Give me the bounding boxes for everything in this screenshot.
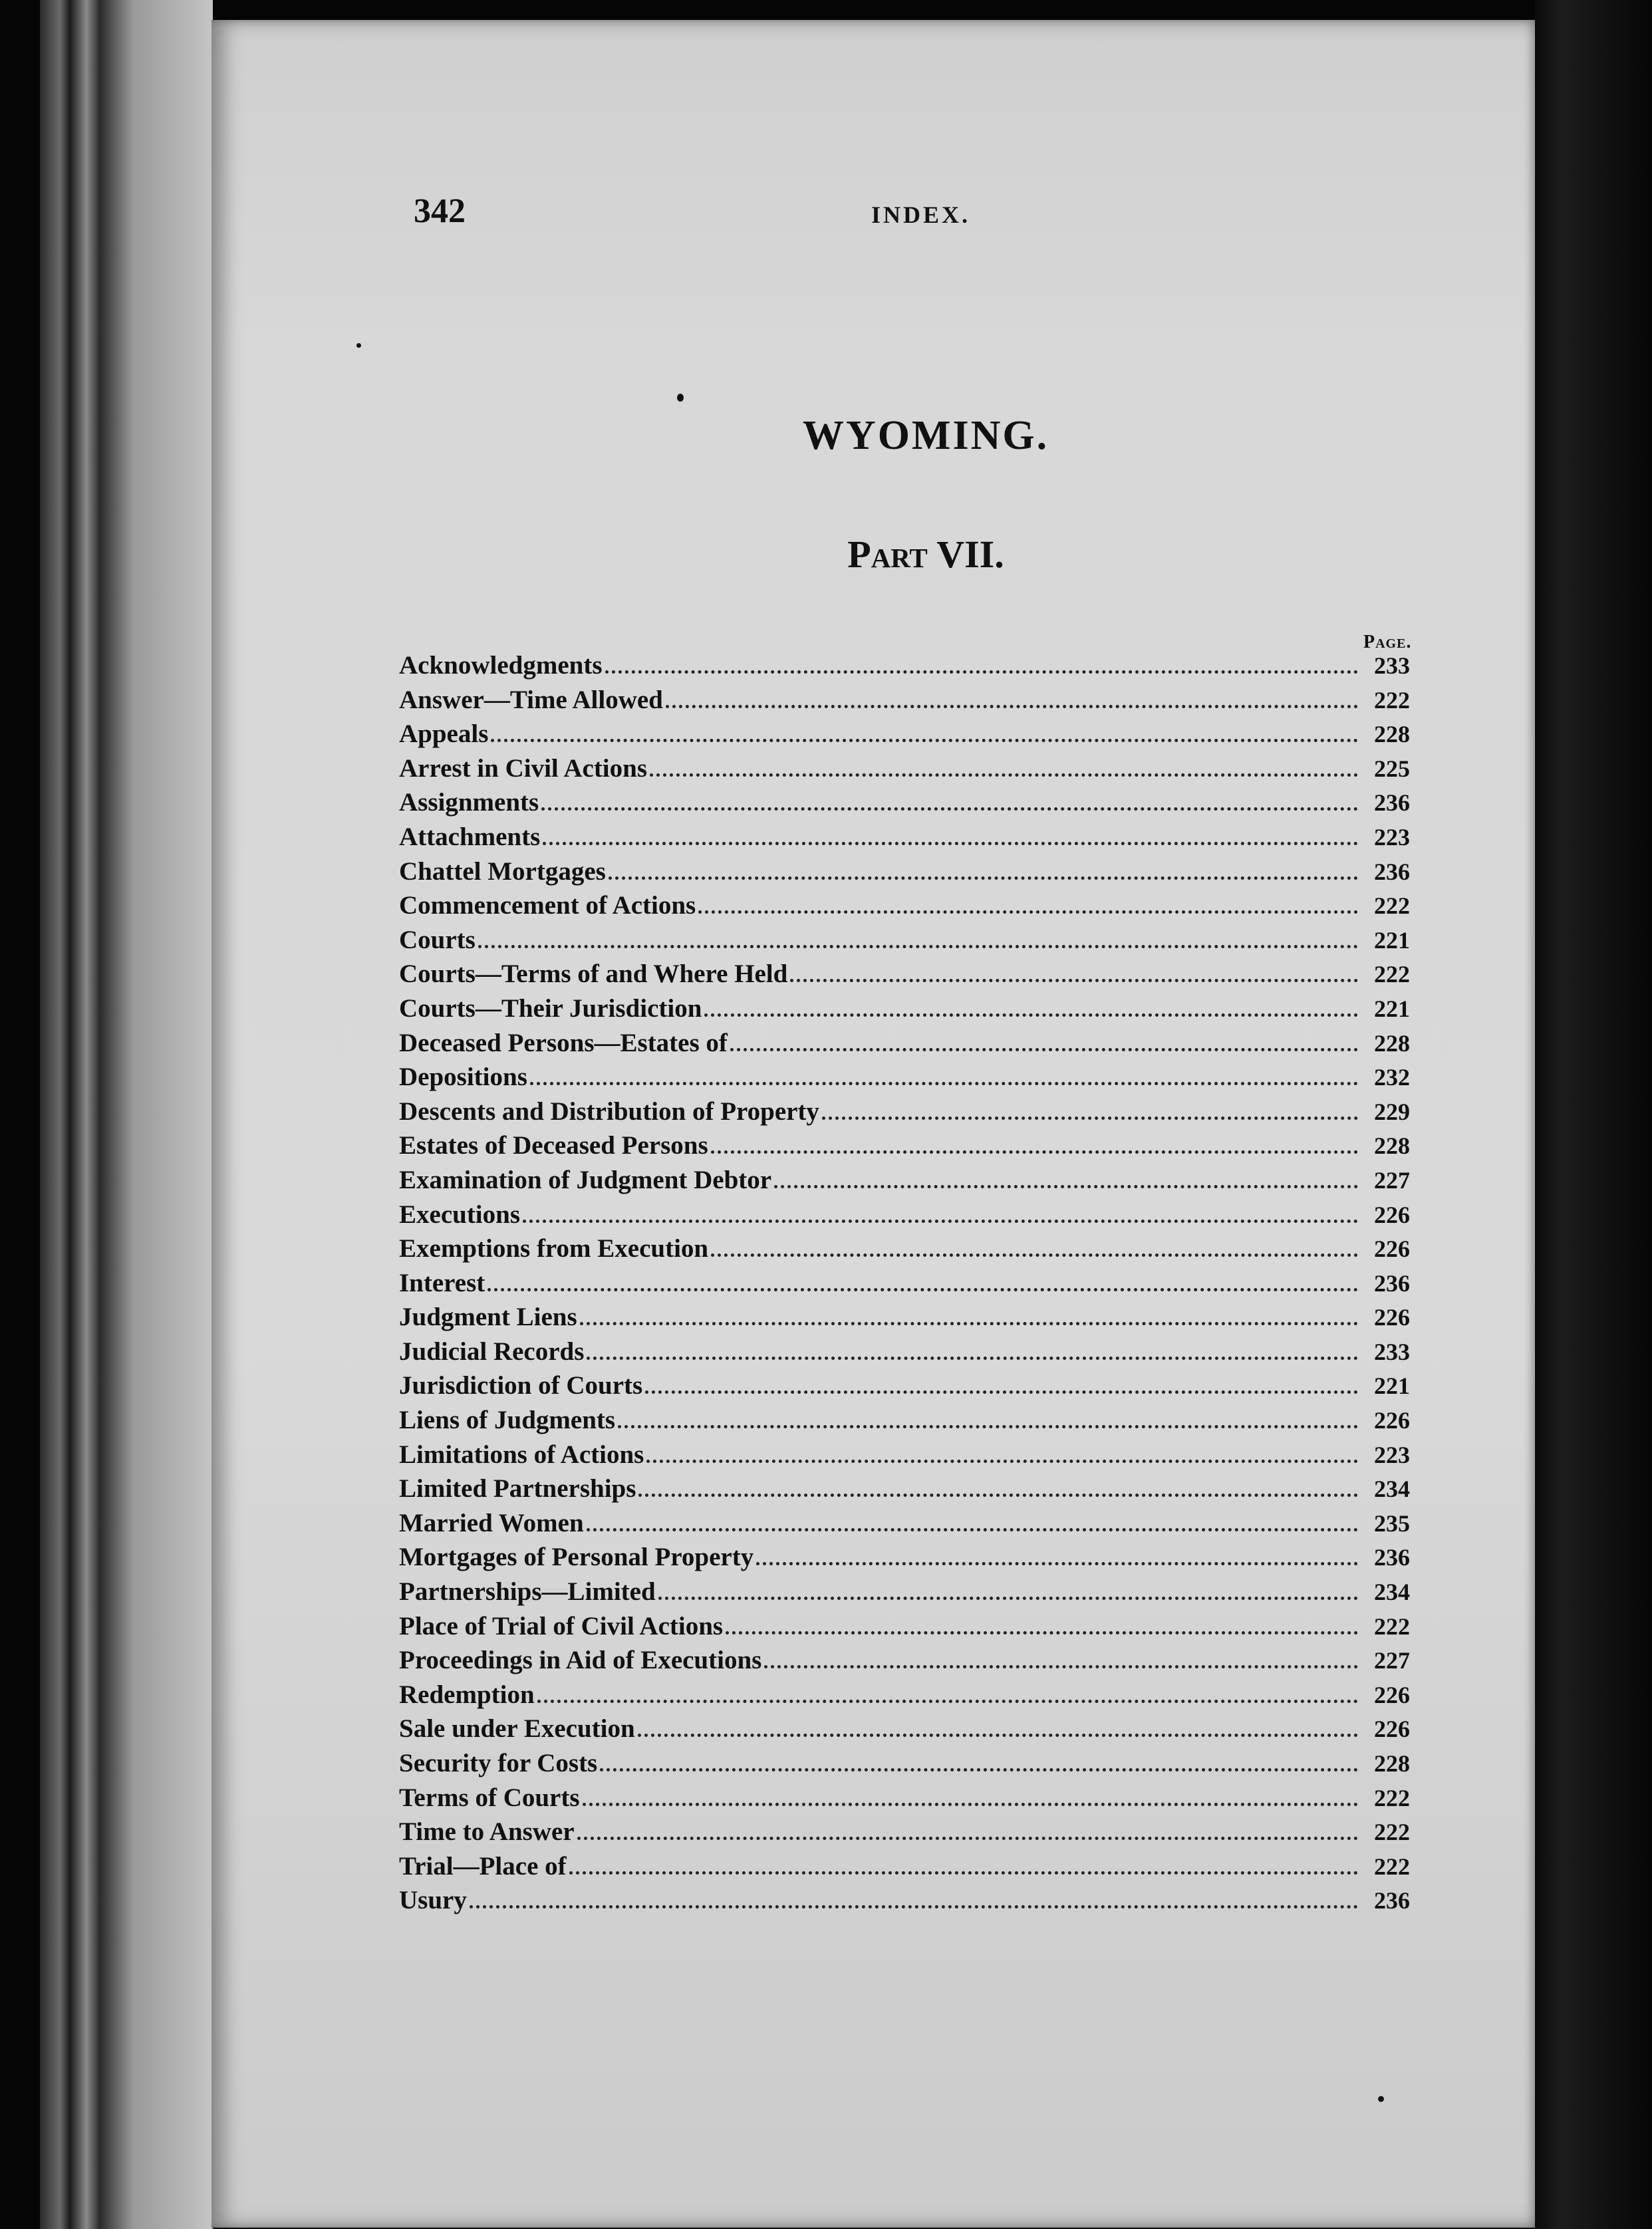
scan-speck <box>677 394 684 402</box>
index-entry <box>399 1028 1410 1063</box>
entry-page-number: 236 <box>1374 1544 1410 1571</box>
entry-page-number: 234 <box>1374 1579 1410 1606</box>
entry-topic: Courts <box>399 925 476 954</box>
entry-topic: Acknowledgments <box>399 651 603 680</box>
index-entry <box>399 1062 1410 1097</box>
dot-leader <box>569 1871 1358 1875</box>
entry-page-number: 236 <box>1374 789 1410 817</box>
dot-leader <box>470 1904 1358 1908</box>
dot-leader <box>698 910 1358 914</box>
index-entry <box>399 822 1410 856</box>
entry-topic: Arrest in Civil Actions <box>399 753 648 783</box>
entry-topic: Descents and Distribution of Property <box>399 1097 819 1126</box>
entry-topic: Liens of Judgments <box>399 1406 616 1435</box>
dot-leader <box>487 1287 1358 1291</box>
entry-page-number: 235 <box>1374 1509 1410 1537</box>
entry-topic: Time to Answer <box>399 1817 575 1847</box>
entry-page-number: 222 <box>1374 1853 1410 1880</box>
entry-topic: Married Women <box>399 1508 584 1537</box>
index-entry <box>399 1440 1410 1474</box>
entry-topic: Mortgages of Personal Property <box>399 1543 754 1572</box>
index-entry <box>399 959 1410 993</box>
entry-page-number: 228 <box>1374 721 1410 748</box>
dot-leader <box>543 841 1358 845</box>
index-entry <box>399 1097 1410 1131</box>
dot-leader <box>730 1047 1358 1051</box>
entry-page-number: 226 <box>1374 1236 1410 1263</box>
entry-topic: Partnerships—Limited <box>399 1577 656 1607</box>
dot-leader <box>726 1631 1358 1635</box>
entry-topic: Limited Partnerships <box>399 1474 636 1504</box>
index-entry <box>399 925 1410 960</box>
index-entry <box>399 1508 1410 1543</box>
entry-topic: Commencement of Actions <box>399 891 696 920</box>
entry-page-number: 222 <box>1374 1819 1410 1846</box>
entry-page-number: 228 <box>1374 1029 1410 1057</box>
entry-page-number: 229 <box>1374 1098 1410 1125</box>
entry-topic: Judicial Records <box>399 1337 585 1366</box>
dot-leader <box>618 1424 1358 1428</box>
entry-page-number: 221 <box>1374 926 1410 954</box>
entry-page-number: 233 <box>1374 652 1410 679</box>
part-heading-text: Part VII. <box>847 533 1004 576</box>
entry-topic: Deceased Persons—Estates of <box>399 1028 728 1057</box>
index-entry <box>399 650 1410 685</box>
entry-page-number: 226 <box>1374 1407 1410 1434</box>
index-entry <box>399 1645 1410 1680</box>
entry-topic: Appeals <box>399 720 489 749</box>
index-entry <box>399 1302 1410 1337</box>
entry-topic: Answer—Time Allowed <box>399 685 663 714</box>
dot-leader <box>822 1116 1358 1120</box>
entry-page-number: 226 <box>1374 1304 1410 1331</box>
entry-page-number: 221 <box>1374 995 1410 1022</box>
entry-topic: Assignments <box>399 788 539 817</box>
index-entry <box>399 1851 1410 1886</box>
dot-leader <box>646 1459 1358 1463</box>
dot-leader <box>650 773 1358 777</box>
entry-page-number: 234 <box>1374 1476 1410 1503</box>
entry-page-number: 228 <box>1374 1750 1410 1777</box>
entry-page-number: 232 <box>1374 1064 1410 1091</box>
index-entry <box>399 1371 1410 1405</box>
index-entry <box>399 1130 1410 1165</box>
entry-topic: Estates of Deceased Persons <box>399 1131 708 1160</box>
entry-topic: Limitations of Actions <box>399 1440 644 1469</box>
dot-leader <box>711 1253 1358 1257</box>
entry-topic: Depositions <box>399 1063 527 1092</box>
entry-page-number: 227 <box>1374 1647 1410 1674</box>
page-column-label: Page. <box>1363 632 1412 652</box>
dot-leader <box>711 1150 1358 1154</box>
index-entries <box>399 650 1410 1920</box>
index-entry <box>399 993 1410 1028</box>
dot-leader <box>638 1493 1358 1497</box>
index-entry <box>399 1783 1410 1817</box>
book-edge-left <box>40 0 213 2229</box>
index-entry <box>399 890 1410 925</box>
index-entry <box>399 1200 1410 1234</box>
dot-leader <box>583 1802 1358 1806</box>
dot-leader <box>600 1768 1358 1771</box>
entry-topic: Trial—Place of <box>399 1851 567 1881</box>
index-entry <box>399 1885 1410 1920</box>
entry-page-number: 228 <box>1374 1132 1410 1160</box>
entry-topic: Redemption <box>399 1680 535 1709</box>
dot-leader <box>580 1321 1358 1325</box>
index-entry <box>399 1817 1410 1851</box>
entry-topic: Terms of Courts <box>399 1783 580 1812</box>
entry-topic: Sale under Execution <box>399 1714 635 1744</box>
entry-page-number: 222 <box>1374 892 1410 920</box>
entry-topic: Courts—Terms of and Where Held <box>399 960 788 989</box>
dot-leader <box>756 1561 1358 1565</box>
dot-leader <box>523 1219 1358 1223</box>
entry-page-number: 222 <box>1374 1613 1410 1640</box>
running-head: INDEX. <box>871 201 971 228</box>
entry-topic: Interest <box>399 1268 485 1297</box>
index-entry <box>399 1714 1410 1748</box>
entry-page-number: 236 <box>1374 1887 1410 1914</box>
index-entry <box>399 685 1410 720</box>
entry-topic: Jurisdiction of Courts <box>399 1371 643 1400</box>
entry-topic: Proceedings in Aid of Executions <box>399 1646 762 1675</box>
entry-topic: Executions <box>399 1200 521 1229</box>
entry-topic: Judgment Liens <box>399 1303 577 1332</box>
dot-leader <box>645 1390 1358 1394</box>
index-entry <box>399 1542 1410 1577</box>
part-heading <box>0 532 1652 577</box>
index-entry <box>399 1474 1410 1508</box>
entry-page-number: 223 <box>1374 823 1410 851</box>
dot-leader <box>478 944 1358 948</box>
scan-speck <box>356 343 361 348</box>
scan-speck <box>1378 2096 1384 2102</box>
entry-page-number: 236 <box>1374 1269 1410 1297</box>
dot-leader <box>790 978 1358 982</box>
entry-topic: Usury <box>399 1886 467 1915</box>
index-entry <box>399 1337 1410 1371</box>
entry-page-number: 222 <box>1374 1784 1410 1811</box>
dot-leader <box>587 1527 1358 1531</box>
index-entry <box>399 1234 1410 1268</box>
index-entry <box>399 1577 1410 1611</box>
dot-leader <box>609 876 1358 880</box>
index-entry <box>399 1405 1410 1440</box>
dot-leader <box>605 670 1358 674</box>
entry-topic: Attachments <box>399 822 541 851</box>
index-entry <box>399 787 1410 822</box>
entry-topic: Security for Costs <box>399 1749 598 1777</box>
entry-page-number: 233 <box>1374 1338 1410 1365</box>
entry-page-number: 236 <box>1374 858 1410 885</box>
entry-topic: Examination of Judgment Debtor <box>399 1165 772 1194</box>
entry-page-number: 221 <box>1374 1373 1410 1400</box>
index-entry <box>399 719 1410 753</box>
dot-leader <box>587 1356 1358 1360</box>
entry-page-number: 222 <box>1374 686 1410 714</box>
index-entry <box>399 1611 1410 1646</box>
entry-page-number: 226 <box>1374 1681 1410 1708</box>
dot-leader <box>666 704 1358 708</box>
book-edge-right <box>1535 0 1652 2229</box>
entry-page-number: 223 <box>1374 1441 1410 1468</box>
index-entry <box>399 1680 1410 1714</box>
index-entry <box>399 1165 1410 1200</box>
dot-leader <box>704 1013 1358 1017</box>
index-entry <box>399 856 1410 891</box>
entry-page-number: 222 <box>1374 961 1410 988</box>
index-entry <box>399 1268 1410 1303</box>
entry-page-number: 227 <box>1374 1166 1410 1194</box>
index-entry <box>399 1748 1410 1783</box>
entry-topic: Chattel Mortgages <box>399 856 606 886</box>
dot-leader <box>530 1081 1358 1085</box>
entry-page-number: 226 <box>1374 1201 1410 1228</box>
dot-leader <box>577 1836 1358 1840</box>
index-entry <box>399 753 1410 788</box>
entry-topic: Place of Trial of Civil Actions <box>399 1611 724 1640</box>
entry-topic: Exemptions from Execution <box>399 1234 709 1263</box>
dot-leader <box>638 1733 1358 1737</box>
page-number: 342 <box>414 192 466 230</box>
dot-leader <box>491 738 1358 742</box>
entry-page-number: 225 <box>1374 755 1410 782</box>
entry-topic: Courts—Their Jurisdiction <box>399 993 702 1023</box>
entry-page-number: 226 <box>1374 1716 1410 1743</box>
dot-leader <box>537 1699 1358 1703</box>
dot-leader <box>658 1596 1358 1600</box>
section-title: WYOMING. <box>802 413 1049 458</box>
dot-leader <box>774 1184 1358 1188</box>
dot-leader <box>764 1664 1358 1668</box>
dot-leader <box>541 807 1358 811</box>
